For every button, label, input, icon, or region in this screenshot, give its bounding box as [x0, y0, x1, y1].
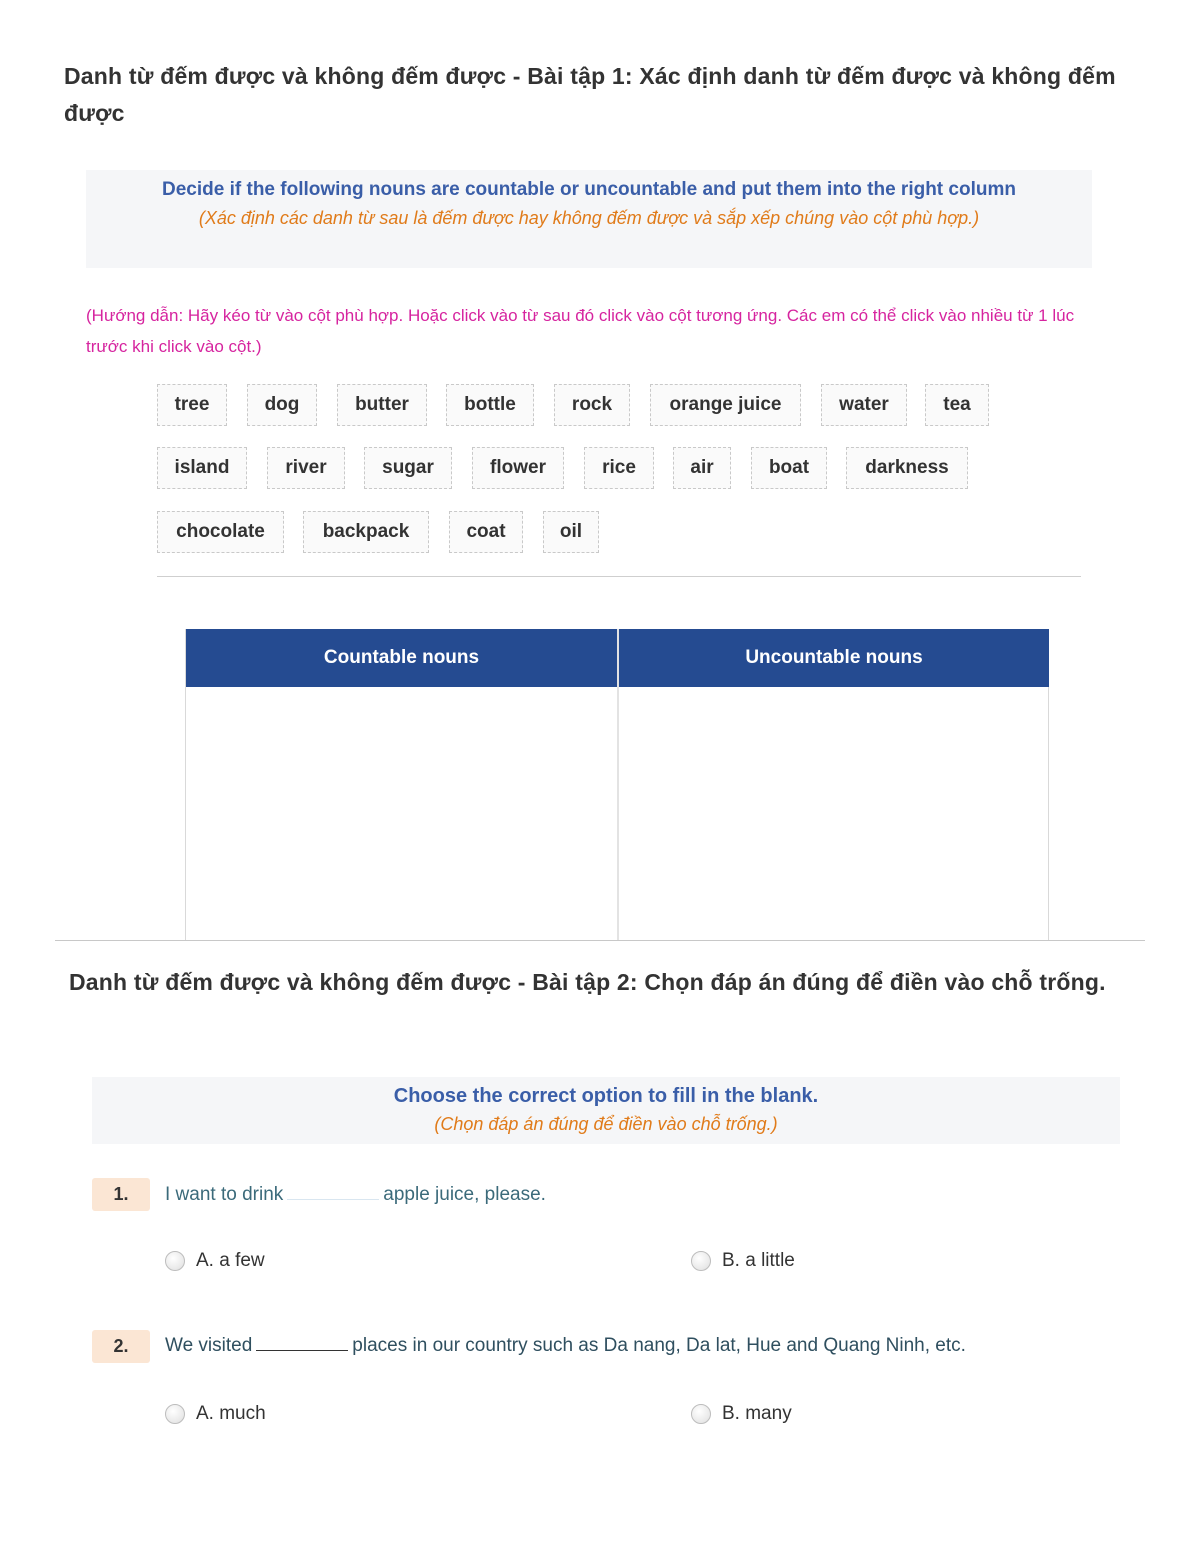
exercise2-instruction-box — [92, 1077, 1120, 1144]
question-text — [165, 1179, 546, 1210]
radio-button-icon[interactable] — [691, 1251, 711, 1271]
uncountable-column-header: Uncountable nouns — [619, 629, 1049, 687]
word-chip-water[interactable]: water — [821, 384, 907, 426]
drag-guide-text: (Hướng dẫn: Hãy kéo từ vào cột phù hợp. Hoặc click vào từ sau đó click vào cột tương ứng. Các em có thể click vào nhiều từ 1 lúc trước khi click vào cột.) — [86, 306, 1075, 356]
word-chip-tree[interactable]: tree — [157, 384, 227, 426]
countable-drop-zone[interactable] — [186, 687, 617, 940]
word-chip-backpack[interactable]: backpack — [303, 511, 429, 553]
question-text-after: places in our country such as Da nang, Da lat, Hue and Quang Ninh, etc. — [352, 1335, 966, 1356]
q1-option-a[interactable] — [165, 1250, 265, 1272]
radio-button-icon[interactable] — [165, 1251, 185, 1271]
exercise1-instruction-vi: (Xác định các danh từ sau là đếm được hay không đếm được và sắp xếp chúng vào cột phù hợp.) — [198, 208, 980, 228]
option-label: B. a little — [722, 1250, 795, 1271]
section-divider — [55, 940, 1145, 941]
radio-button-icon[interactable] — [165, 1404, 185, 1424]
word-chip-sugar[interactable]: sugar — [364, 447, 452, 489]
word-chip-rice[interactable]: rice — [584, 447, 654, 489]
q2-option-b[interactable] — [691, 1403, 792, 1425]
word-chip-air[interactable]: air — [673, 447, 731, 489]
question-text-before: We visited — [165, 1335, 253, 1356]
word-chip-island[interactable]: island — [157, 447, 247, 489]
exercise1-instruction-en: Decide if the following nouns are countable or uncountable and put them into the right column — [162, 179, 1016, 200]
answer-blank — [256, 1332, 348, 1351]
exercise1-instruction-box — [86, 170, 1092, 268]
radio-button-icon[interactable] — [691, 1404, 711, 1424]
word-chip-dog[interactable]: dog — [247, 384, 317, 426]
word-chip-coat[interactable]: coat — [449, 511, 523, 553]
option-label: A. much — [196, 1403, 266, 1424]
word-chip-river[interactable]: river — [267, 447, 345, 489]
q2-option-a[interactable] — [165, 1403, 266, 1425]
answer-blank — [287, 1179, 379, 1200]
question-number-badge: 2. — [92, 1330, 150, 1363]
option-label: A. a few — [196, 1250, 265, 1271]
exercise2-instruction-en: Choose the correct option to fill in the blank. — [393, 1085, 819, 1107]
q1-option-b[interactable] — [691, 1250, 795, 1272]
exercise1-title: Danh từ đếm được và không đếm được - Bài tập 1: Xác định danh từ đếm được và không đếm được — [64, 63, 1116, 126]
exercise2-title: Danh từ đếm được và không đếm được - Bài tập 2: Chọn đáp án đúng để điền vào chỗ trống. — [69, 969, 1106, 995]
word-bank-divider — [157, 576, 1081, 577]
question-number-badge: 1. — [92, 1178, 150, 1211]
uncountable-drop-zone[interactable] — [619, 687, 1049, 940]
question-text-after: apple juice, please. — [383, 1184, 546, 1205]
word-chip-chocolate[interactable]: chocolate — [157, 511, 284, 553]
exercise2-instruction-vi: (Chọn đáp án đúng để điền vào chỗ trống.) — [434, 1114, 778, 1134]
noun-sort-table — [185, 629, 1049, 941]
word-chip-flower[interactable]: flower — [472, 447, 564, 489]
word-chip-darkness[interactable]: darkness — [846, 447, 968, 489]
word-chip-orange-juice[interactable]: orange juice — [650, 384, 801, 426]
question-text-before: I want to drink — [165, 1184, 284, 1205]
question-text — [165, 1331, 966, 1361]
option-label: B. many — [722, 1403, 792, 1424]
word-chip-tea[interactable]: tea — [925, 384, 989, 426]
countable-column-header: Countable nouns — [186, 629, 617, 687]
word-chip-rock[interactable]: rock — [554, 384, 630, 426]
word-chip-bottle[interactable]: bottle — [446, 384, 534, 426]
word-chip-butter[interactable]: butter — [337, 384, 427, 426]
word-chip-oil[interactable]: oil — [543, 511, 599, 553]
word-chip-boat[interactable]: boat — [751, 447, 827, 489]
